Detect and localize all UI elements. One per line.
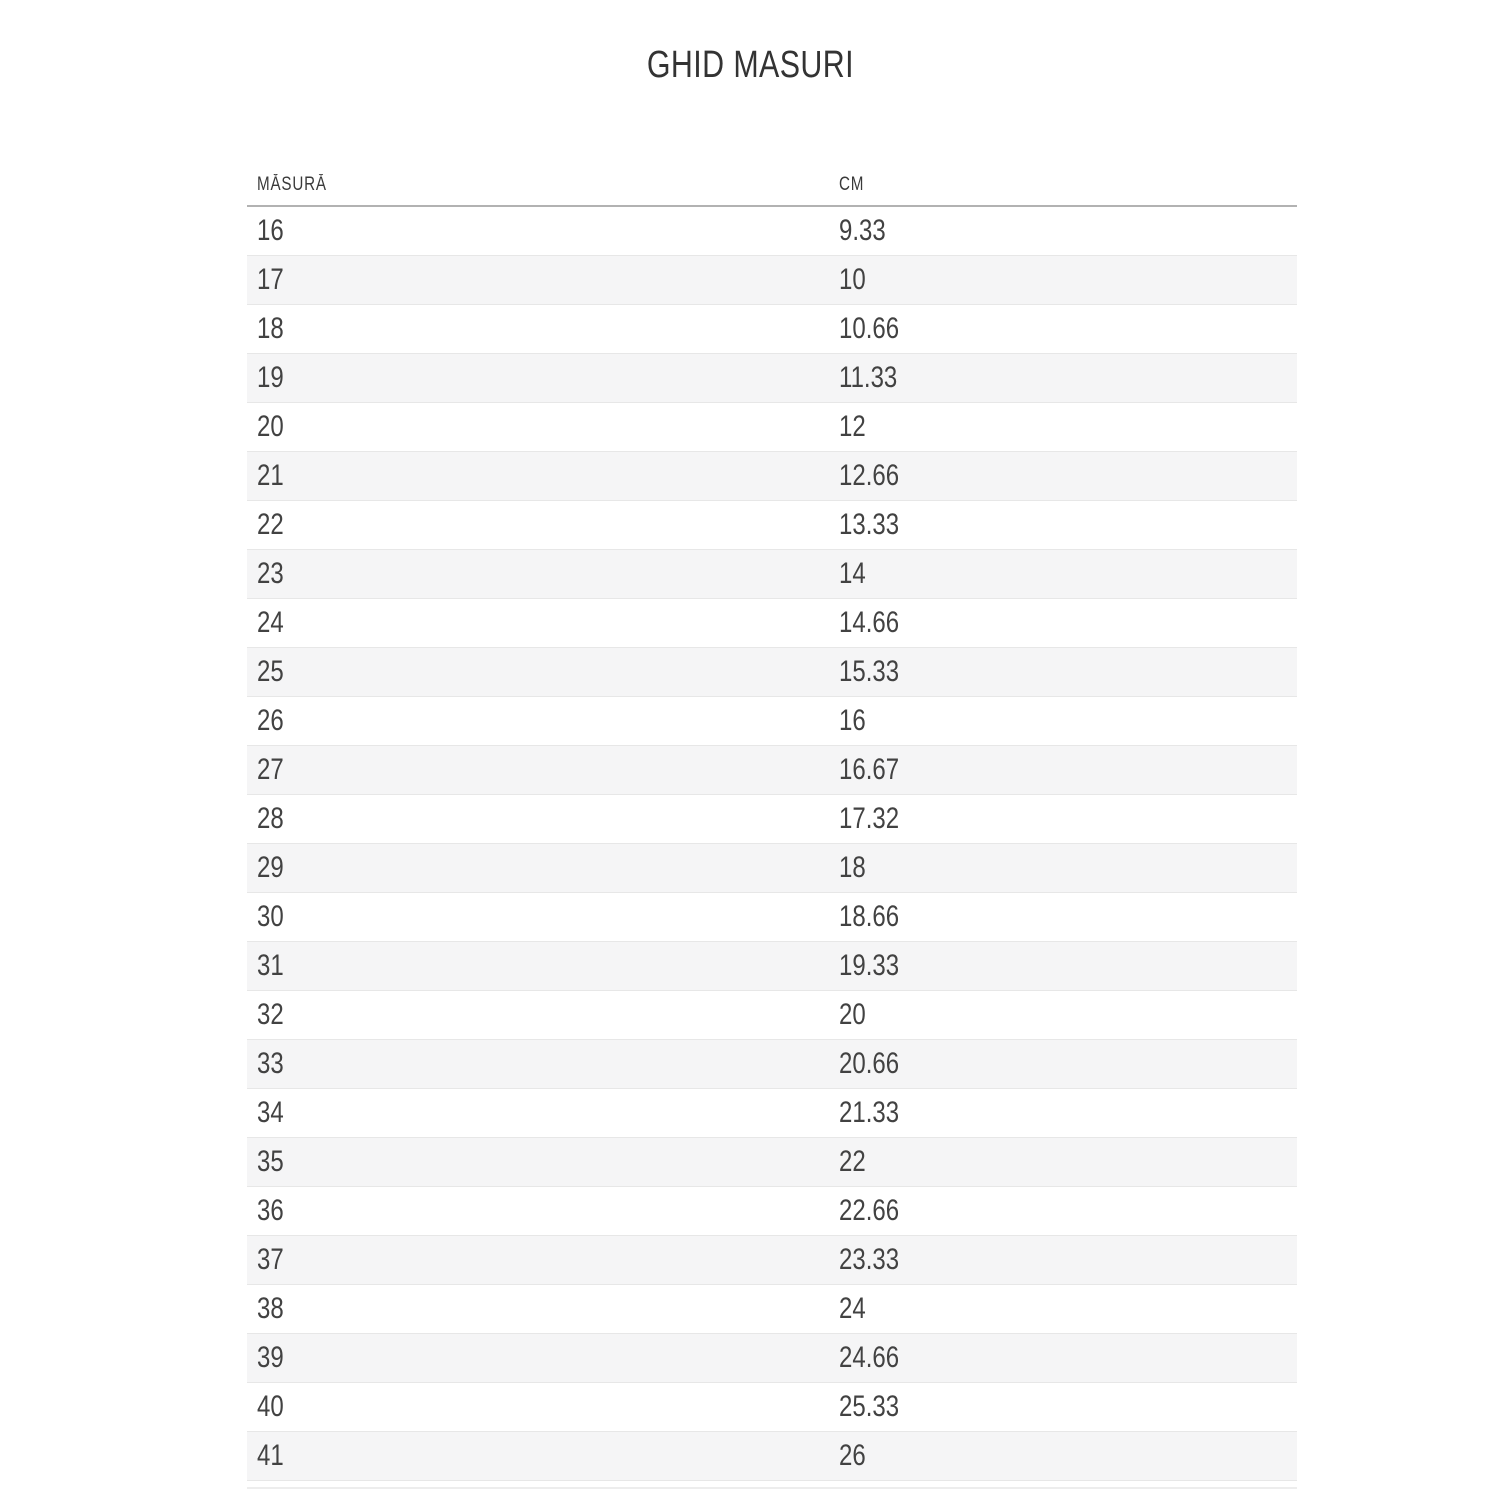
table-row: [247, 844, 1297, 893]
cm-cell-value: 18: [839, 851, 866, 884]
size-table: [247, 165, 1297, 1489]
cm-cell: [829, 1341, 1297, 1375]
size-cell-value: 28: [257, 802, 284, 835]
cm-cell: [829, 1194, 1297, 1228]
table-row: [247, 501, 1297, 550]
size-cell-value: 18: [257, 312, 284, 345]
cm-cell: [829, 753, 1297, 787]
table-row: [247, 697, 1297, 746]
cm-cell-value: 14: [839, 557, 866, 590]
size-cell-value: 37: [257, 1243, 284, 1276]
cm-cell-value: 10: [839, 263, 866, 296]
table-row: [247, 1089, 1297, 1138]
size-cell: [247, 508, 829, 542]
table-row: [247, 1138, 1297, 1187]
size-cell-value: 26: [257, 704, 284, 737]
size-cell-value: 41: [257, 1439, 284, 1472]
cm-cell: [829, 1292, 1297, 1326]
cm-cell-value: 22: [839, 1145, 866, 1178]
size-cell-value: 25: [257, 655, 284, 688]
cm-cell-value: 22.66: [839, 1194, 900, 1227]
size-cell-value: 35: [257, 1145, 284, 1178]
size-cell: [247, 1341, 829, 1375]
cm-cell-value: 14.66: [839, 606, 900, 639]
cm-cell-value: 12.66: [839, 459, 900, 492]
cm-cell: [829, 704, 1297, 738]
column-header-masura-label: MĂSURĂ: [257, 174, 327, 195]
table-row: [247, 1040, 1297, 1089]
size-cell-value: 38: [257, 1292, 284, 1325]
size-cell: [247, 459, 829, 493]
column-header-cm: [829, 174, 1297, 196]
cm-cell-value: 11.33: [839, 361, 898, 394]
size-cell: [247, 949, 829, 983]
size-cell-value: 31: [257, 949, 284, 982]
size-cell-value: 20: [257, 410, 284, 443]
size-cell-value: 29: [257, 851, 284, 884]
size-cell-value: 40: [257, 1390, 284, 1423]
cm-cell-value: 26: [839, 1439, 866, 1472]
size-cell-value: 39: [257, 1341, 284, 1374]
page-title: [0, 46, 1500, 84]
cm-cell: [829, 1047, 1297, 1081]
table-row: [247, 256, 1297, 305]
size-cell-value: 21: [257, 459, 284, 492]
size-cell: [247, 851, 829, 885]
cm-cell-value: 16.67: [839, 753, 900, 786]
size-cell: [247, 655, 829, 689]
size-cell: [247, 557, 829, 591]
cm-cell: [829, 1096, 1297, 1130]
cm-cell-value: 20: [839, 998, 866, 1031]
size-cell-value: 16: [257, 214, 284, 247]
cm-cell-value: 24.66: [839, 1341, 900, 1374]
cm-cell: [829, 361, 1297, 395]
table-bottom-divider: [247, 1487, 1297, 1489]
table-row: [247, 1236, 1297, 1285]
size-cell: [247, 753, 829, 787]
cm-cell-value: 9.33: [839, 214, 886, 247]
size-cell-value: 17: [257, 263, 284, 296]
size-cell: [247, 998, 829, 1032]
size-cell: [247, 1145, 829, 1179]
cm-cell-value: 25.33: [839, 1390, 900, 1423]
size-cell-value: 19: [257, 361, 284, 394]
size-cell-value: 22: [257, 508, 284, 541]
table-row: [247, 305, 1297, 354]
cm-cell: [829, 1439, 1297, 1473]
table-body: [247, 207, 1297, 1481]
cm-cell-value: 24: [839, 1292, 866, 1325]
cm-cell: [829, 606, 1297, 640]
size-cell-value: 24: [257, 606, 284, 639]
size-cell: [247, 704, 829, 738]
cm-cell-value: 20.66: [839, 1047, 900, 1080]
table-row: [247, 1383, 1297, 1432]
size-cell-value: 23: [257, 557, 284, 590]
table-row: [247, 207, 1297, 256]
cm-cell: [829, 1145, 1297, 1179]
cm-cell: [829, 263, 1297, 297]
cm-cell: [829, 998, 1297, 1032]
cm-cell-value: 19.33: [839, 949, 900, 982]
cm-cell: [829, 802, 1297, 836]
cm-cell: [829, 557, 1297, 591]
table-row: [247, 1187, 1297, 1236]
cm-cell-value: 15.33: [839, 655, 900, 688]
size-cell: [247, 214, 829, 248]
table-row: [247, 354, 1297, 403]
size-cell-value: 32: [257, 998, 284, 1031]
table-row: [247, 403, 1297, 452]
size-cell: [247, 1390, 829, 1424]
cm-cell-value: 21.33: [839, 1096, 900, 1129]
table-row: [247, 746, 1297, 795]
table-row: [247, 1432, 1297, 1481]
size-cell: [247, 1047, 829, 1081]
size-cell: [247, 410, 829, 444]
cm-cell: [829, 851, 1297, 885]
cm-cell-value: 12: [839, 410, 866, 443]
cm-cell: [829, 214, 1297, 248]
cm-cell-value: 10.66: [839, 312, 900, 345]
size-cell: [247, 1194, 829, 1228]
table-row: [247, 991, 1297, 1040]
table-header-row: [247, 165, 1297, 207]
cm-cell: [829, 1390, 1297, 1424]
size-cell: [247, 606, 829, 640]
size-cell-value: 30: [257, 900, 284, 933]
table-row: [247, 795, 1297, 844]
cm-cell: [829, 655, 1297, 689]
size-cell-value: 27: [257, 753, 284, 786]
cm-cell-value: 23.33: [839, 1243, 900, 1276]
size-cell-value: 34: [257, 1096, 284, 1129]
size-cell: [247, 1292, 829, 1326]
cm-cell-value: 16: [839, 704, 866, 737]
size-cell: [247, 1439, 829, 1473]
size-cell: [247, 802, 829, 836]
table-row: [247, 942, 1297, 991]
table-row: [247, 648, 1297, 697]
cm-cell-value: 17.32: [839, 802, 900, 835]
table-row: [247, 550, 1297, 599]
table-row: [247, 893, 1297, 942]
column-header-masura: [247, 174, 829, 196]
cm-cell: [829, 508, 1297, 542]
table-row: [247, 1334, 1297, 1383]
cm-cell: [829, 459, 1297, 493]
cm-cell: [829, 900, 1297, 934]
size-cell-value: 36: [257, 1194, 284, 1227]
table-row: [247, 452, 1297, 501]
cm-cell: [829, 949, 1297, 983]
table-row: [247, 1285, 1297, 1334]
column-header-cm-label: CM: [839, 174, 865, 195]
page-title-text: GHID MASURI: [646, 44, 854, 86]
size-cell: [247, 900, 829, 934]
size-cell: [247, 1096, 829, 1130]
size-cell-value: 33: [257, 1047, 284, 1080]
size-cell: [247, 312, 829, 346]
size-cell: [247, 1243, 829, 1277]
cm-cell: [829, 1243, 1297, 1277]
cm-cell-value: 18.66: [839, 900, 900, 933]
cm-cell-value: 13.33: [839, 508, 900, 541]
size-cell: [247, 263, 829, 297]
cm-cell: [829, 410, 1297, 444]
cm-cell: [829, 312, 1297, 346]
size-cell: [247, 361, 829, 395]
table-row: [247, 599, 1297, 648]
